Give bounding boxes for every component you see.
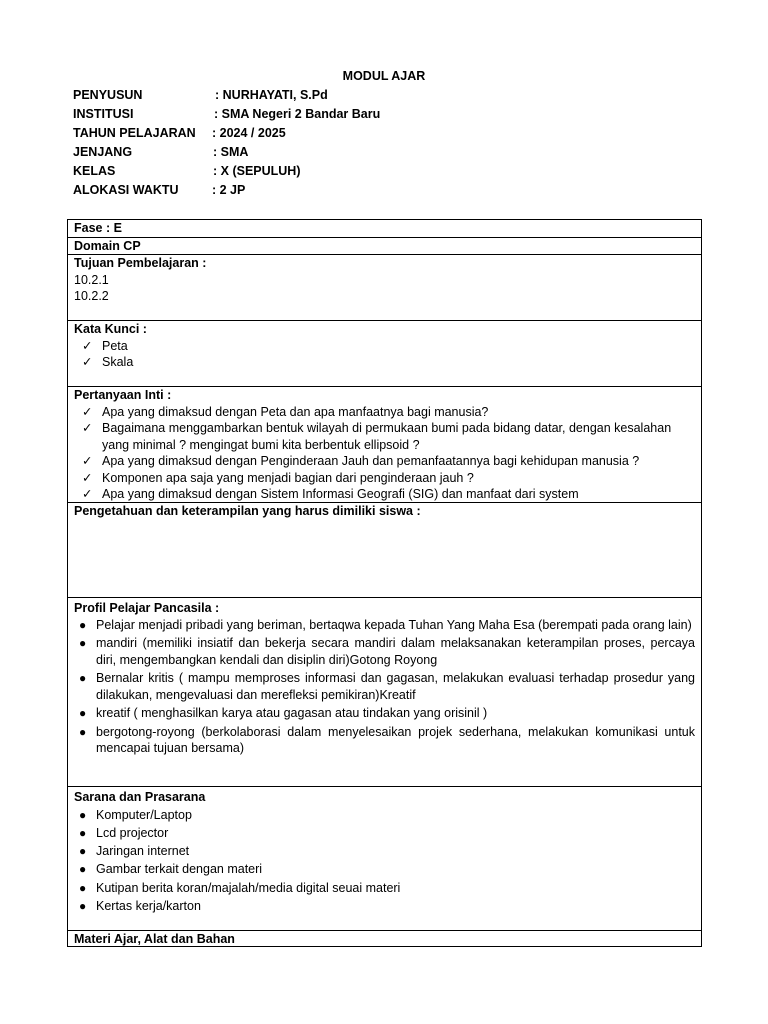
check-icon: ✓ bbox=[82, 338, 93, 353]
check-icon: ✓ bbox=[82, 487, 93, 501]
sarana-item: Kertas kerja/karton bbox=[96, 898, 201, 913]
bullet-icon: ● bbox=[79, 706, 87, 720]
sarana-item: Jaringan internet bbox=[96, 844, 190, 859]
meta-label: KELAS bbox=[73, 164, 116, 178]
bullet-icon: ● bbox=[79, 636, 87, 650]
meta-label: ALOKASI WAKTU bbox=[73, 183, 179, 197]
tujuan-heading: Tujuan Pembelajaran : bbox=[74, 256, 207, 270]
domain-cp-cell: Domain CP bbox=[68, 237, 701, 254]
meta-value: : 2 JP bbox=[212, 183, 246, 197]
list-item bbox=[74, 420, 695, 453]
profil-item: kreatif ( menghasilkan karya atau gagasan atau tindakan yang orisinil ) bbox=[96, 706, 488, 720]
bullet-icon: ● bbox=[79, 844, 87, 859]
list-item bbox=[74, 860, 695, 878]
list-item bbox=[74, 338, 695, 355]
meta-value: : 2024 / 2025 bbox=[212, 126, 286, 140]
list-item bbox=[74, 617, 695, 634]
list-item bbox=[74, 842, 695, 860]
profil-item: Bernalar kritis ( mampu memproses informasi dan gagasan, melakukan evaluasi terhadap prosedur yang dilakukan, mengevaluasi dan merefleksi pemikiran)Kreatif bbox=[96, 671, 695, 702]
list-item bbox=[74, 470, 695, 487]
pertanyaan-item: Apa yang dimaksud dengan Penginderaan Jauh dan pemanfaatannya bagi kehidupan manusia ? bbox=[102, 454, 640, 468]
pertanyaan-item: Komponen apa saja yang menjadi bagian dari penginderaan jauh ? bbox=[102, 470, 474, 485]
materi-ajar-cell: Materi Ajar, Alat dan Bahan bbox=[68, 930, 701, 946]
list-item bbox=[74, 670, 695, 703]
profil-heading: Profil Pelajar Pancasila : bbox=[74, 601, 220, 615]
sarana-item: Gambar terkait dengan materi bbox=[96, 862, 263, 877]
list-item bbox=[74, 404, 695, 421]
pertanyaan-item: Apa yang dimaksud dengan Peta dan apa manfaatnya bagi manusia? bbox=[102, 404, 489, 419]
tujuan-item: 10.2.2 bbox=[74, 289, 109, 303]
pertanyaan-inti-cell bbox=[68, 386, 701, 502]
kata-kunci-heading: Kata Kunci : bbox=[74, 322, 147, 336]
meta-label: TAHUN PELAJARAN bbox=[73, 126, 196, 140]
pengetahuan-keterampilan-cell bbox=[68, 502, 701, 597]
list-item bbox=[74, 705, 695, 722]
meta-label: INSTITUSI bbox=[73, 107, 134, 121]
fase-cell: Fase : E bbox=[74, 221, 122, 235]
document-title: MODUL AJAR bbox=[342, 69, 426, 83]
sarana-item: Kutipan berita koran/majalah/media digital seuai materi bbox=[96, 880, 401, 895]
meta-label: PENYUSUN bbox=[73, 88, 143, 102]
list-item bbox=[74, 453, 695, 470]
meta-label: JENJANG bbox=[73, 145, 133, 159]
bullet-icon: ● bbox=[79, 880, 87, 895]
list-item bbox=[74, 879, 695, 897]
profil-item: mandiri (memiliki insiatif dan bekerja secara mandiri dalam melaksanakan keterampilan proses, percaya diri, mengembangkan kendali dan disiplin diri)Gotong Royong bbox=[96, 636, 695, 667]
sarana-item: Komputer/Laptop bbox=[96, 807, 192, 822]
list-item bbox=[74, 486, 695, 503]
profil-pelajar-pancasila-cell bbox=[68, 597, 701, 786]
kata-kunci-item: Skala bbox=[102, 355, 134, 369]
bullet-icon: ● bbox=[79, 898, 87, 913]
tujuan-item: 10.2.1 bbox=[74, 272, 109, 287]
sarana-heading: Sarana dan Prasarana bbox=[74, 790, 206, 804]
profil-item: Pelajar menjadi pribadi yang beriman, bertaqwa kepada Tuhan Yang Maha Esa (berempati pada orang lain) bbox=[96, 617, 692, 632]
bullet-icon: ● bbox=[79, 825, 87, 840]
meta-value: : SMA bbox=[213, 145, 249, 159]
list-item bbox=[74, 724, 695, 757]
profil-item: bergotong-royong (berkolaborasi dalam menyelesaikan projek sederhana, melakukan komunikasi untuk mencapai tujuan bersama) bbox=[96, 724, 695, 755]
list-item bbox=[74, 824, 695, 842]
tujuan-pembelajaran-cell bbox=[68, 254, 701, 320]
list-item bbox=[74, 635, 695, 668]
bullet-icon: ● bbox=[79, 671, 87, 685]
check-icon: ✓ bbox=[82, 454, 93, 468]
check-icon: ✓ bbox=[82, 404, 93, 419]
bullet-icon: ● bbox=[79, 862, 87, 877]
pengetahuan-heading: Pengetahuan dan keterampilan yang harus dimiliki siswa : bbox=[74, 504, 421, 518]
pertanyaan-item: Bagaimana menggambarkan bentuk wilayah di permukaan bumi pada bidang datar, dengan kesalahan yang minimal ? mengingat bumi kita berbentuk ellipsoid ? bbox=[102, 421, 672, 452]
check-icon: ✓ bbox=[82, 421, 93, 435]
kata-kunci-cell bbox=[68, 320, 701, 386]
bullet-icon: ● bbox=[79, 807, 87, 822]
pertanyaan-item: Apa yang dimaksud dengan Sistem Informasi Geografi (SIG) dan manfaat dari system bbox=[102, 487, 579, 501]
check-icon: ✓ bbox=[82, 355, 93, 369]
list-item bbox=[74, 354, 695, 371]
kata-kunci-item: Peta bbox=[102, 338, 128, 353]
meta-value: : X (SEPULUH) bbox=[213, 164, 301, 178]
bullet-icon: ● bbox=[79, 724, 87, 739]
list-item bbox=[74, 897, 695, 915]
list-item bbox=[74, 806, 695, 824]
meta-value: : SMA Negeri 2 Bandar Baru bbox=[214, 107, 381, 121]
check-icon: ✓ bbox=[82, 470, 93, 485]
module-table bbox=[67, 219, 702, 947]
meta-value: : NURHAYATI, S.Pd bbox=[215, 88, 328, 102]
pertanyaan-heading: Pertanyaan Inti : bbox=[74, 388, 172, 402]
sarana-prasarana-cell bbox=[68, 786, 701, 930]
sarana-item: Lcd projector bbox=[96, 825, 169, 840]
bullet-icon: ● bbox=[79, 617, 87, 632]
